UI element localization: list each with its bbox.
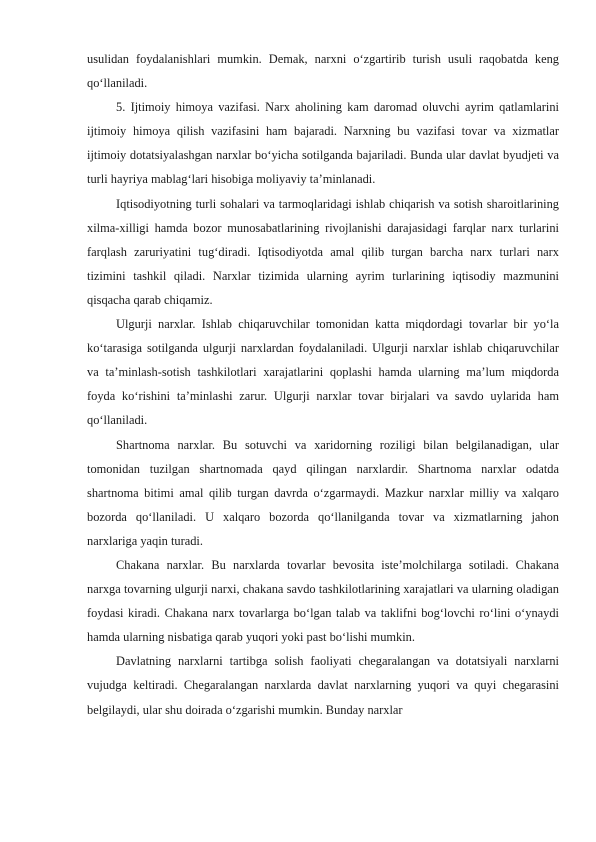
paragraph-contract-prices: Shartnoma narxlar. Bu sotuvchi va xaridorning roziligi bilan belgilanadigan, ular tomonidan tuzilgan shartnomada qayd qilingan narxlardir. Shartnoma narxlar odatda shartnoma bitimi amal qilib turgan davrda o‘zgarmaydi. Mazkur narxlar milliy va xalqaro bozorda qo‘llaniladi. U xalqaro bozorda qo‘llanilganda tovar va xizmatlarning jahon narxlariga yaqin turadi.: [87, 437, 559, 548]
document-page: [87, 47, 559, 722]
paragraph-wholesale-prices: Ulgurji narxlar. Ishlab chiqaruvchilar tomonidan katta miqdordagi tovarlar bir yo‘la ko‘tarasiga sotilganda ulgurji narxlardan foydalaniladi. Ulgurji narxlar ishlab chiqaruvchilar va ta’minlash-sotish tashkilotlari xarajatlarini qoplashi hamda ularning ma’lum miqdorda foyda ko‘rishini ta’minlashi zarur. Ulgurji narxlar tovar birjalari va savdo uylarida ham qo‘llaniladi.: [87, 317, 559, 428]
paragraph-state-regulation: Davlatning narxlarni tartibga solish faoliyati chegaralangan va dotatsiyali narxlarni vujudga keltiradi. Chegaralangan narxlarda davlat narxlarning yuqori va quyi chegarasini belgilaydi, ular shu doirada o‘zgarishi mumkin. Bunday narxlar: [87, 654, 559, 717]
paragraph-price-system: Iqtisodiyotning turli sohalari va tarmoqlaridagi ishlab chiqarish va sotish sharoitlarining xilma-xilligi hamda bozor munosabatlarining rivojlanishi darajasidagi farqlar narx turlarini farqlash zaruriyatini tug‘diradi. Iqtisodiyotda amal qilib turgan barcha narx turlari narx tizimini tashkil qiladi. Narxlar tizimida ularning ayrim turlarining iqtisodiy mazmunini qisqacha qarab chiqamiz.: [87, 196, 559, 307]
paragraph-social-protection: 5. Ijtimoiy himoya vazifasi. Narx aholining kam daromad oluvchi ayrim qatlamlarini ijtimoiy himoya qilish vazifasini ham bajaradi. Narxning bu vazifasi tovar va xizmatlar ijtimoiy dotatsiyalashgan narxlar bo‘yicha sotilganda bajariladi. Bunda ular davlat byudjeti va turli hayriya mablag‘lari hisobiga moliyaviy ta’minlanadi.: [87, 100, 559, 187]
paragraph-continuation: usulidan foydalanishlari mumkin. Demak, narxni o‘zgartirib turish usuli raqobatda keng qo‘llaniladi.: [87, 52, 559, 91]
paragraph-retail-prices: Chakana narxlar. Bu narxlarda tovarlar bevosita iste’molchilarga sotiladi. Chakana narxga tovarning ulgurji narxi, chakana savdo tashkilotlarining xarajatlari va ularning oladigan foydasi kiradi. Chakana narx tovarlarga bo‘lgan talab va taklifni bog‘lovchi ro‘lini o‘ynaydi hamda ularning nisbatiga qarab yuqori yoki past bo‘lishi mumkin.: [87, 557, 559, 645]
